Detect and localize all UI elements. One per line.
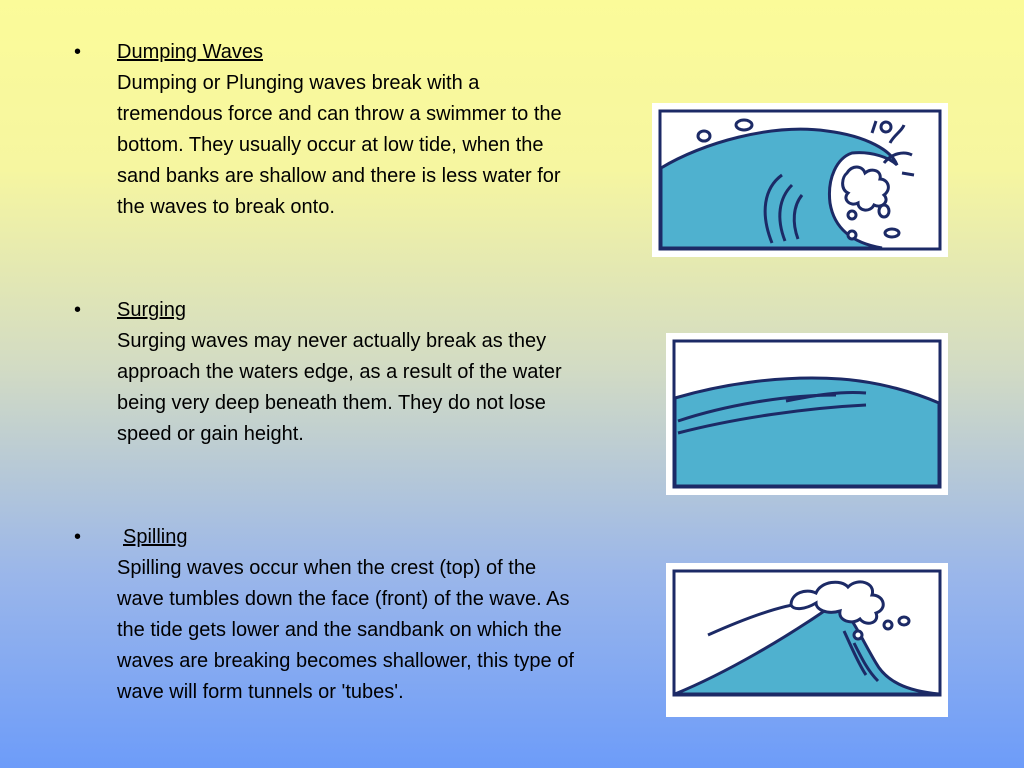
bullet-icon: • [74,526,82,548]
bullet-title-dumping: Dumping Waves [117,41,263,63]
dumping-wave-icon [652,103,948,257]
bullet-icon: • [74,299,82,321]
spilling-wave-illustration [666,563,948,717]
bullet-text [117,37,574,223]
bullet-body-dumping: Dumping or Plunging waves break with a tremendous force and can throw a swimmer to the bottom. They usually occur at low tide, when the sand banks are shallow and there is less water for the waves to break onto. [117,72,562,218]
bullet-icon: • [74,41,82,63]
bullet-body-spilling: Spilling waves occur when the crest (top) of the wave tumbles down the face (front) of the wave. As the tide gets lower and the sandbank on which the waves are breaking becomes shallower, this type of wave will form tunnels or 'tubes'. [117,557,574,703]
bullet-text [117,295,574,450]
surging-wave-icon [666,333,948,495]
surging-wave-illustration [666,333,948,495]
dumping-wave-illustration [652,103,948,257]
bullet-item-dumping [74,37,574,223]
bullet-text [117,522,574,708]
spilling-wave-icon [666,563,948,717]
bullet-title-surging: Surging [117,299,186,321]
bullet-body-surging: Surging waves may never actually break as they approach the waters edge, as a result of the water being very deep beneath them. They do not lose speed or gain height. [117,330,562,445]
bullet-item-surging [74,295,574,450]
bullet-item-spilling [74,522,574,708]
bullet-title-spilling: Spilling [123,526,188,548]
